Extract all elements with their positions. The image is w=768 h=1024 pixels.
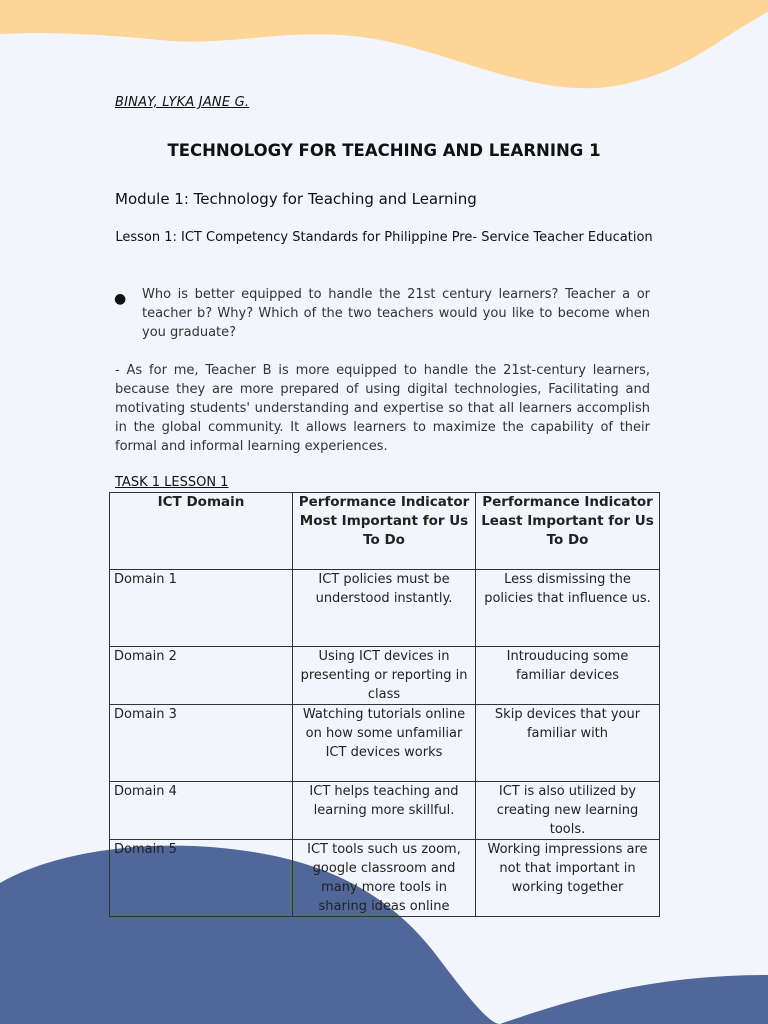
document-title: TECHNOLOGY FOR TEACHING AND LEARNING 1 bbox=[167, 141, 601, 160]
table-row bbox=[110, 840, 660, 917]
author-name: BINAY, LYKA JANE G. bbox=[115, 95, 250, 110]
domain-cell: Domain 3 bbox=[110, 705, 293, 782]
most-important-cell: ICT policies must be understood instantly. bbox=[293, 570, 476, 647]
least-important-cell: Skip devices that your familiar with bbox=[476, 705, 660, 782]
table-row bbox=[110, 782, 660, 840]
most-important-cell: ICT tools such us zoom, google classroom and many more tools in sharing ideas online bbox=[293, 840, 476, 917]
least-important-cell: Working impressions are not that important in working together bbox=[476, 840, 660, 917]
table-row bbox=[110, 570, 660, 647]
column-header-least-important: Performance Indicator Least Important for Us To Do bbox=[476, 493, 660, 570]
domain-cell: Domain 5 bbox=[110, 840, 293, 917]
bullet-icon: ● bbox=[114, 291, 127, 307]
task-heading: TASK 1 LESSON 1 bbox=[115, 475, 229, 490]
table-header-row bbox=[110, 493, 660, 570]
domain-table bbox=[109, 492, 660, 917]
answer-text: - As for me, Teacher B is more equipped to handle the 21st-century learners, because they are more prepared of using digital technologies, Facilitating and motivating students' understanding and expertise so that all learners accomplish in the global community. It allows learners to maximize the capability of their formal and informal learning experiences. bbox=[115, 363, 650, 454]
least-important-cell: ICT is also utilized by creating new learning tools. bbox=[476, 782, 660, 840]
lesson-heading: Lesson 1: ICT Competency Standards for Philippine Pre- Service Teacher Education bbox=[115, 230, 653, 245]
domain-cell: Domain 1 bbox=[110, 570, 293, 647]
table-row bbox=[110, 647, 660, 705]
least-important-cell: Introuducing some familiar devices bbox=[476, 647, 660, 705]
least-important-cell: Less dismissing the policies that influence us. bbox=[476, 570, 660, 647]
column-header-most-important: Performance Indicator Most Important for Us To Do bbox=[293, 493, 476, 570]
module-heading: Module 1: Technology for Teaching and Learning bbox=[115, 190, 477, 208]
domain-cell: Domain 4 bbox=[110, 782, 293, 840]
most-important-cell: ICT helps teaching and learning more skillful. bbox=[293, 782, 476, 840]
most-important-cell: Using ICT devices in presenting or reporting in class bbox=[293, 647, 476, 705]
table-row bbox=[110, 705, 660, 782]
column-header-domain: ICT Domain bbox=[110, 493, 293, 570]
question-text: Who is better equipped to handle the 21st century learners? Teacher a or teacher b? Why? Which of the two teachers would you like to become when you graduate? bbox=[142, 287, 650, 340]
domain-cell: Domain 2 bbox=[110, 647, 293, 705]
most-important-cell: Watching tutorials online on how some unfamiliar ICT devices works bbox=[293, 705, 476, 782]
